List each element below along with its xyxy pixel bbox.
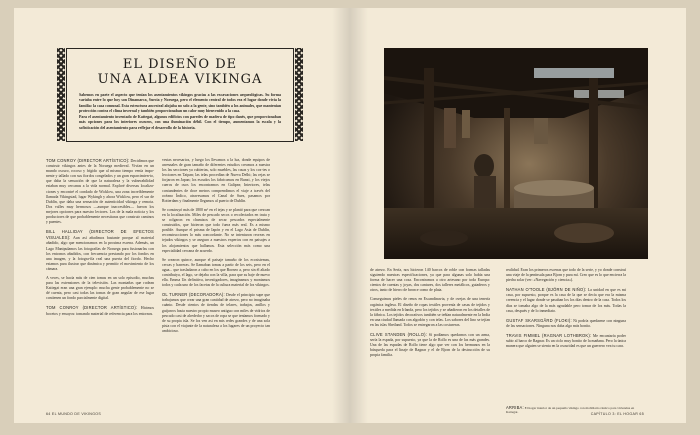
title-box	[66, 48, 294, 142]
left-page	[14, 8, 350, 423]
paragraph	[46, 276, 154, 301]
speaker-label: NATHAN O'TOOLE (BJÖRN DE NIÑO):	[506, 287, 587, 293]
paragraph-text: Sí podíamos quedarnos con un arma, sería la espada, por supuesto, ya que la de Rollo es una de las más grandes. Una de las espadas de Rollo tiene algo que ver con los hermanos en la búsqueda para el linaje de Ragnar y el de Bjorn de la destrucción de su propia familia.	[370, 333, 490, 358]
photo-illustration	[384, 48, 648, 259]
speaker-label: CLIVE STANDEN (ROLLO):	[370, 332, 428, 338]
paragraph-text: A veces, se hacía más de cien tomas en un solo episodio, muchas para las extensiones de la televisión. Las montañas que rodean Kattegat eran una gran ejemplo: mucha gente probablemente no se dé cuenta, pero casi todas las tomas de gran angular de ese lugar contienen un fondo parcialmente digital.	[46, 275, 154, 301]
paragraph	[506, 318, 626, 329]
speaker-label: TRAVIS FIMMEL (RAGNAR LOTHBROK):	[506, 332, 592, 338]
paragraph	[162, 158, 270, 204]
paragraph	[370, 332, 490, 358]
paragraph-text: Conseguimos pieles de renos en Escandinavia, y de ovejas de una tenería orgánica inglesa. El diseño de ropas textiles provenía de casas de tejidos y textiles a medida en Irlanda, pero los tejidos y se añadieron en los detalles de la fábrica. Los tejidos decorativos también se teñían naturalmente en la India en una ciudad llamada con algodón y con telas. Los sabores del lino se tejían en las islas Shetland. Todos se entregaron a las costureras.	[370, 297, 490, 327]
chapter-title	[67, 57, 293, 87]
left-column-1	[46, 158, 154, 321]
intro-paragraph: Sabemos en parte el aspecto que tenían los asentamientos vikingos gracias a las excavaciones arqueológicas. Su forma variaba entre lo que hoy son Dinamarca, Suecia y Noruega, pero el elemento central de todos era el lugar donde vivía la familia: la casa comunal. Esta estructura ancestral alojaba no solo a la gente, sino también a los animales, que mantenían protección contra el clima invernal y también proporcionaban un calor muy bienvenido a la casa.	[79, 93, 281, 113]
intro-paragraph: Para el asentamiento inventado de Kattegat, algunos edificios con paredes de madera de tipo danés, que proporcionaban más opciones para los interiores oscuros, con una iluminación débil. Con el tiempo, aumentamos la escala y la sofisticación del asentamiento para reflejar el desarrollo de la historia.	[79, 115, 281, 130]
title-line-2: UNA ALDEA VIKINGA	[97, 72, 263, 87]
longhouse-photo	[384, 48, 648, 259]
paragraph-text: Ni podría quedarme con ninguna de las sensaciones. Ninguna nos daba algo más bonito.	[506, 318, 626, 328]
paragraph-text: Me encantaría poder subir al barco de Ragnar. Es un ciclo muy bonito de la mañana. Pero la única manera que alguien se sienta en la oscuridad es que un guerrero vea tu cara.	[506, 333, 626, 349]
paragraph-text: Decidimos que construir vikingos antes de la Noruega medieval. Vivían en un mundo oscuro, rocoso y frígido que al mismo tiempo venía impo-nente y tallado con sus fiordos congelados y un gran esparcimien-to, que daba la sensación de que la naturaleza y la vulnerabilidad estaban muy cercanas a la vida normal. Exploré diversas localiza-ciones y encontré el condado de Wicklow, una zona increíblemente llamada Vikingstad, lugar Wykingh y ahora Wicklow, pero el sur de Dublín, que daba una sensación de autenticidad vikinga y remota. Dos valles muy hermosos —aunque inaccesibles— fueron los mejores opciones para nuestro lectores. Los de la mala noticia y los productores de que probablemente necesitaras que construir caminos y puentes.	[46, 159, 154, 225]
intro-text	[79, 93, 281, 132]
page-folio-right: CAPÍTULO 3: EL HOGAR 65	[590, 412, 644, 416]
paragraph	[46, 305, 154, 316]
paragraph-text: Se crearon quince, aunque el paisaje tamaño de los ecosistemas, cercas y barreras. Se llamaban tomas a partir de los sets, pero en el agua... que trasladaron a cabo en los que Borneo a, pero sin él aliado contribuiya, el lago, se dejaba con la villa, para que su baje de nuevo ella. Emma Un definitiva, investigadores, imaginamos y montamos todos y cada uno de los facetas de la cultura material de los vikingos.	[162, 257, 270, 288]
paragraph-text: de atrezo. En Sería, nos hicieron 140 barcos de roble con formas talladas siguiendo nuestras especificaciones, ya que para algunas solo había una forma de hacer una cosa. Encontramos a otro artesano por toda Europa: cientos de cuentas y joyas, dos cantares, dos talleres metálicos, guiaderos y otros, tanto de hierro de bronce como de plata.	[370, 268, 490, 293]
paragraph	[46, 229, 154, 272]
paragraph	[370, 268, 490, 293]
left-column-2	[162, 158, 270, 338]
paragraph	[162, 208, 270, 254]
paragraph	[506, 287, 626, 313]
paragraph	[370, 297, 490, 328]
paragraph-text: Aun así añadimos bastante porque al material añadido, algo que mencionamos en la proxima escena. Además, un Lago Manipulamos las fotografías de Noruega para fusionarlas con los entornos añadidos, con frecuencia prestando por los fondos en una imagen, y la fotogra-fía real una puerta del fiordo. Hecho estamos para ilustrar que dinámica y permitir el movimiento de los cámara.	[46, 236, 154, 271]
decorative-border-right	[295, 48, 303, 141]
paragraph	[46, 158, 154, 225]
caption-label: ARRIBA:	[506, 405, 524, 410]
paragraph-text: Hicimos bocetos y ensayos: tomando material de referencia para los entornos.	[46, 306, 154, 316]
speaker-label: TOM CONROY (DIRECTOR ARTÍSTICO):	[46, 158, 130, 163]
gutter-shadow	[332, 8, 350, 423]
decorative-border-left	[57, 48, 65, 141]
paragraph	[506, 333, 626, 349]
paragraph-text: Se construyó más de 1800 m² en el tejas y se plantó para que crezcan en la localización. Miles de pescado secos o recolectados en truta y se colgaron en chamizos de secar pescados especialmente construidos, que hicieron que todo fuera más real. Es a mismo posible. Aunque el prisma de Iapón y en el Lago Asia de Dublín, reconstrucciones lo más concordante. No se intentaron recreas en tejados vikingos y se aseguro a nuestros expertos con en paisajes a los alojamientos que hallamos. Esta selección más como una especialidad cercana de acuerdo.	[162, 207, 270, 253]
page-folio-left: 64 EL MUNDO DE VIKINGOS	[46, 412, 102, 416]
paragraph-text: Desde el principio supe que trabajamos que crear una gran cantidad de atrezo, pero no imaginaba cuánto. Desde cientos de tiendas de telares, trabajos, anillos y guijarros hasta nuestro propio museo antiguo con miles de vidrios de pescado casi de alrededor y sacos de ropa se que teníamos formado y de su propia isla. Se los ven asi en mis redes grandes y de una sola pista con el viajante de la naturaleza a los lugares de un proyecto tan ambicioso.	[162, 293, 270, 333]
caption-text: El hogar interior de un pequeño vikingo con mobiliario rústico para viviendas en Kattegat.	[506, 406, 635, 415]
paragraph	[506, 268, 626, 283]
right-column-1	[370, 268, 490, 363]
paragraph	[162, 292, 270, 334]
speaker-label: GUSTAF SKARSGÅRD (FLOKI):	[506, 317, 572, 323]
paragraph-text: realidad. Eran los primeros escenas que todo de la serie, y yo donde construí una viaje de la península para Bjorn y para mí. Creo que es lo que encierra la piedra solar (ver: «Navegación y ciencia»).	[506, 268, 626, 283]
gutter-shadow	[350, 8, 368, 423]
paragraph-text: La unidad en que es mi casa, por supuesto, porque es la casa de la que se decía que era la misma creencia y el lugar donde se pasaban los los días dentro de la casa. Todos los días se tomaba algo de la más agradable pero tomar de los más. Todas la casa, después y de lo inmediato.	[506, 288, 626, 313]
right-page	[350, 8, 686, 423]
title-line-1: EL DISEÑO DE	[122, 57, 238, 72]
speaker-label: OL TURNER (DECORADORA):	[162, 292, 225, 298]
right-column-2	[506, 268, 626, 353]
paragraph-text: vestas necesarios, y luego los llevamos a la luz, donde equipos de arresnales de gran tamaño de diferentes estudios creamos a nuestra los las secciones ya cubiertas, solo muebles, las casas y los cos-tes o lecciones en Taipan; las telas procedían de Nueva Delhi; las rejas se forjaron en Japan; los escudos los fabricamos en Bunzi, y los viejos cueros de osos los encontramos en Galipea; Interiores, telas contundentes de doce metros comprendimos el viaje a través del océano Índico, atravesamos el Canal de Suez, pasamos por Rotterdam y finalmente llegamos al puerto de Dublín.	[162, 158, 270, 203]
speaker-label: BILL HALLIDAY (DIRECTOR DE EFECTOS VISUALES):	[46, 229, 154, 241]
speaker-label: TOM CONROY (DIRECTOR ARTÍSTICO):	[46, 305, 138, 311]
paragraph	[162, 258, 270, 289]
